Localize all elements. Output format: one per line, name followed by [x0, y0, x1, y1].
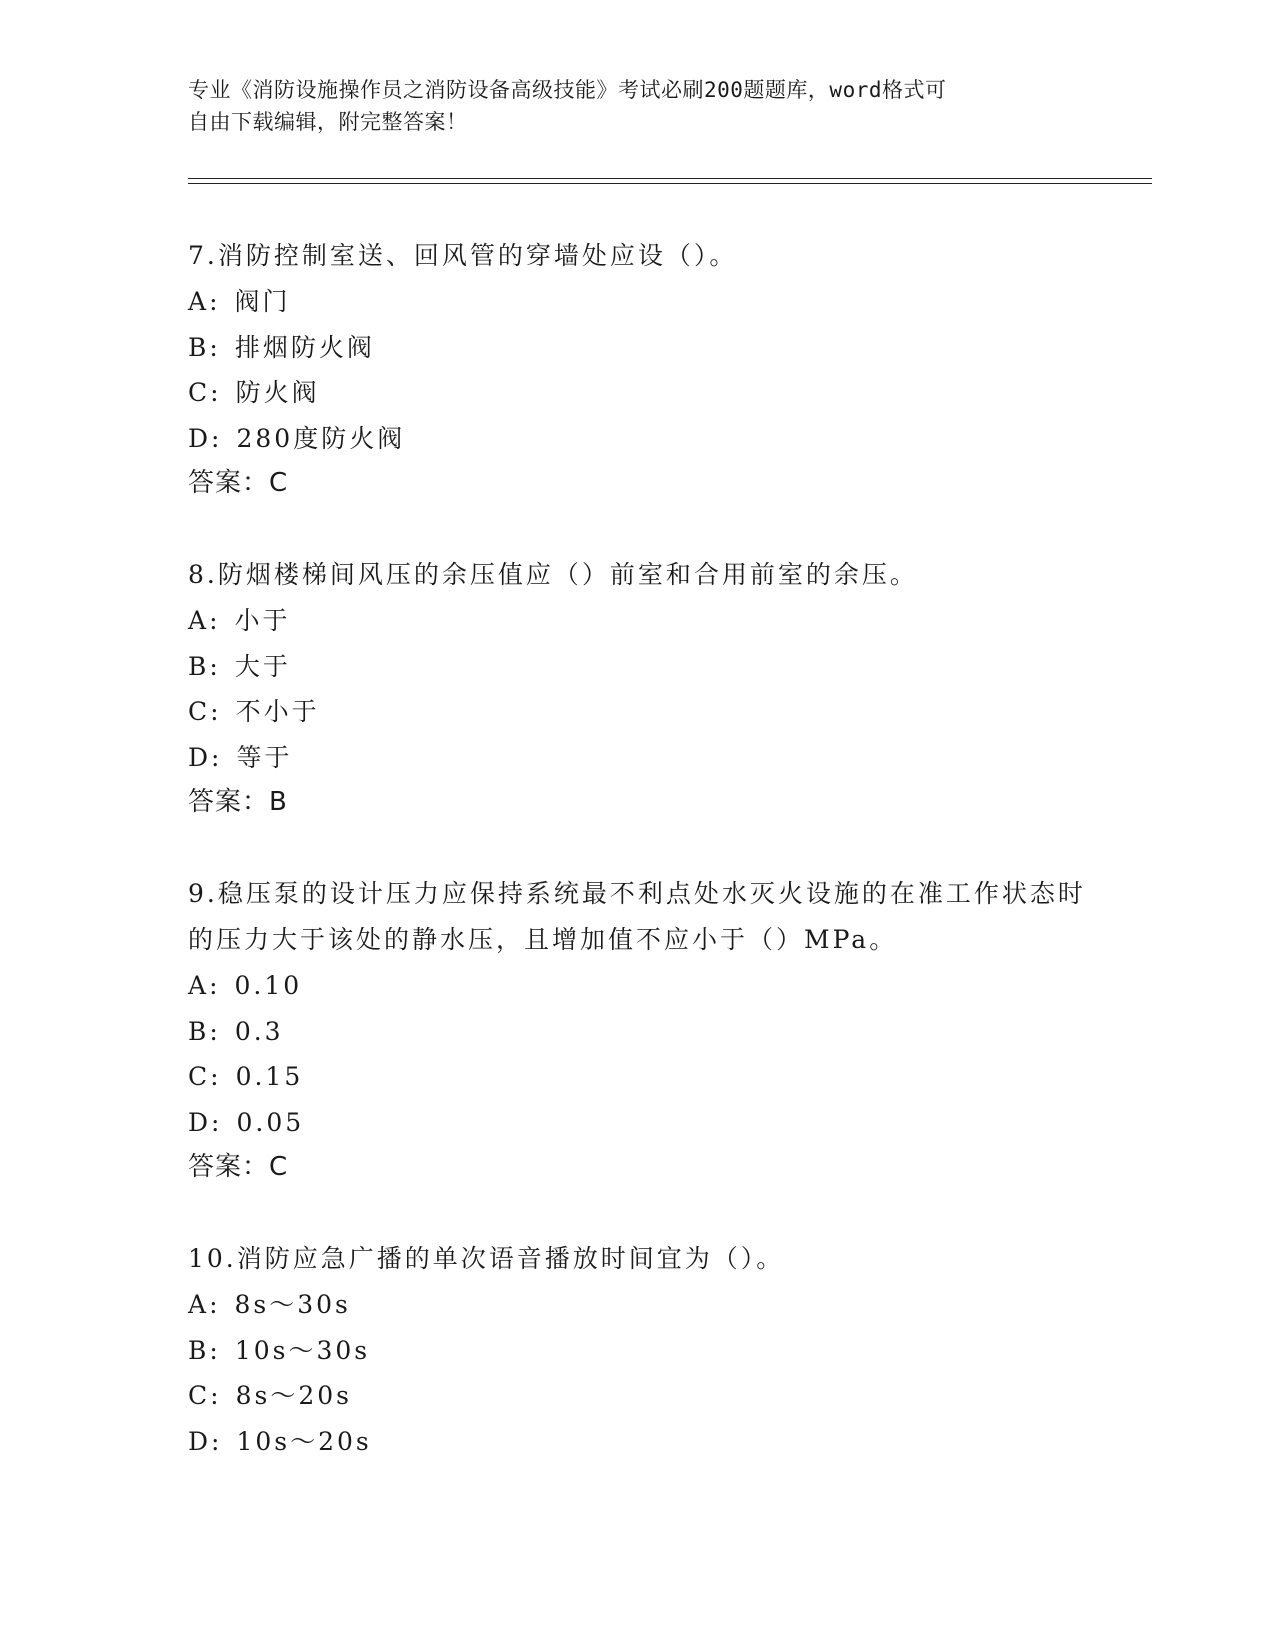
option-c	[188, 689, 1088, 735]
option-separator: :	[211, 742, 223, 772]
option-text: 0.10	[234, 971, 303, 1000]
option-letter: B	[188, 651, 210, 681]
question-text: 9.稳压泵的设计压力应保持系统最不利点处水灭火设施的在准工作状态时的压力大于该处的静水压，且增加值不应小于（）MPa。	[188, 879, 1086, 954]
option-text: 8s～20s	[235, 1381, 352, 1410]
option-separator: :	[209, 1335, 221, 1365]
header-divider-bottom	[188, 183, 1152, 184]
option-b	[188, 325, 1088, 371]
option-separator: :	[210, 697, 222, 726]
question-7	[188, 233, 1088, 506]
question-8	[188, 552, 1088, 825]
option-separator: :	[211, 423, 223, 453]
header-divider-top	[188, 178, 1152, 179]
option-text: 防火阀	[235, 378, 320, 407]
option-separator: :	[211, 1107, 223, 1137]
answer-line: 答案：C	[188, 468, 289, 498]
option-c	[188, 1054, 1088, 1100]
option-separator: :	[209, 606, 221, 635]
option-separator: :	[209, 332, 221, 362]
question-text: 7.消防控制室送、回风管的穿墙处应设（）。	[188, 241, 738, 270]
option-text: 0.3	[234, 1016, 284, 1046]
option-letter: C	[188, 1062, 211, 1091]
option-separator: :	[210, 1381, 222, 1410]
option-separator: :	[209, 651, 221, 681]
option-text: 280度防火阀	[236, 423, 406, 453]
option-c	[188, 1373, 1088, 1419]
option-text: 大于	[234, 651, 291, 681]
option-letter: A	[188, 971, 210, 1000]
option-letter: B	[188, 332, 210, 362]
option-text: 排烟防火阀	[234, 332, 375, 362]
answer-line: 答案：B	[188, 787, 288, 817]
option-separator: :	[209, 1016, 221, 1046]
option-letter: A	[188, 287, 210, 316]
option-text: 0.15	[235, 1062, 304, 1091]
option-d	[188, 416, 1088, 462]
document-header	[188, 74, 1068, 138]
option-letter: A	[188, 1290, 210, 1319]
option-text: 不小于	[235, 697, 320, 726]
option-separator: :	[210, 1062, 222, 1091]
option-letter: C	[188, 697, 211, 726]
option-text: 10s～30s	[234, 1335, 371, 1365]
option-text: 8s～30s	[234, 1290, 351, 1319]
question-10	[188, 1236, 1088, 1464]
option-text: 10s～20s	[236, 1426, 372, 1456]
option-b	[188, 1009, 1088, 1055]
option-d	[188, 1419, 1088, 1465]
option-separator: :	[209, 287, 221, 316]
option-separator: :	[211, 1426, 223, 1456]
option-letter: C	[188, 1381, 211, 1410]
question-text: 8.防烟楼梯间风压的余压值应（）前室和合用前室的余压。	[188, 560, 918, 589]
header-line-2: 自由下载编辑，附完整答案！	[188, 110, 468, 134]
option-a	[188, 598, 1088, 644]
option-text: 小于	[234, 606, 291, 635]
option-a	[188, 1282, 1088, 1328]
option-separator: :	[209, 971, 221, 1000]
option-c	[188, 370, 1088, 416]
option-separator: :	[209, 1290, 221, 1319]
question-text: 10.消防应急广播的单次语音播放时间宜为（）。	[188, 1244, 785, 1273]
option-letter: B	[188, 1335, 210, 1365]
option-text: 0.05	[236, 1107, 305, 1137]
option-separator: :	[210, 378, 222, 407]
option-a	[188, 963, 1088, 1009]
option-b	[188, 1328, 1088, 1374]
option-d	[188, 735, 1088, 781]
question-9	[188, 871, 1088, 1190]
option-text: 等于	[236, 742, 293, 772]
option-letter: B	[188, 1016, 210, 1046]
option-letter: C	[188, 378, 211, 407]
option-d	[188, 1100, 1088, 1146]
option-letter: D	[188, 1107, 212, 1137]
option-letter: D	[188, 742, 212, 772]
answer-line: 答案：C	[188, 1152, 289, 1182]
option-text: 阀门	[234, 287, 291, 316]
option-b	[188, 644, 1088, 690]
header-line-1: 专业《消防设施操作员之消防设备高级技能》考试必刷200题题库，word格式可	[188, 78, 947, 102]
option-letter: D	[188, 1426, 212, 1456]
option-letter: D	[188, 423, 212, 453]
option-a	[188, 279, 1088, 325]
option-letter: A	[188, 606, 210, 635]
